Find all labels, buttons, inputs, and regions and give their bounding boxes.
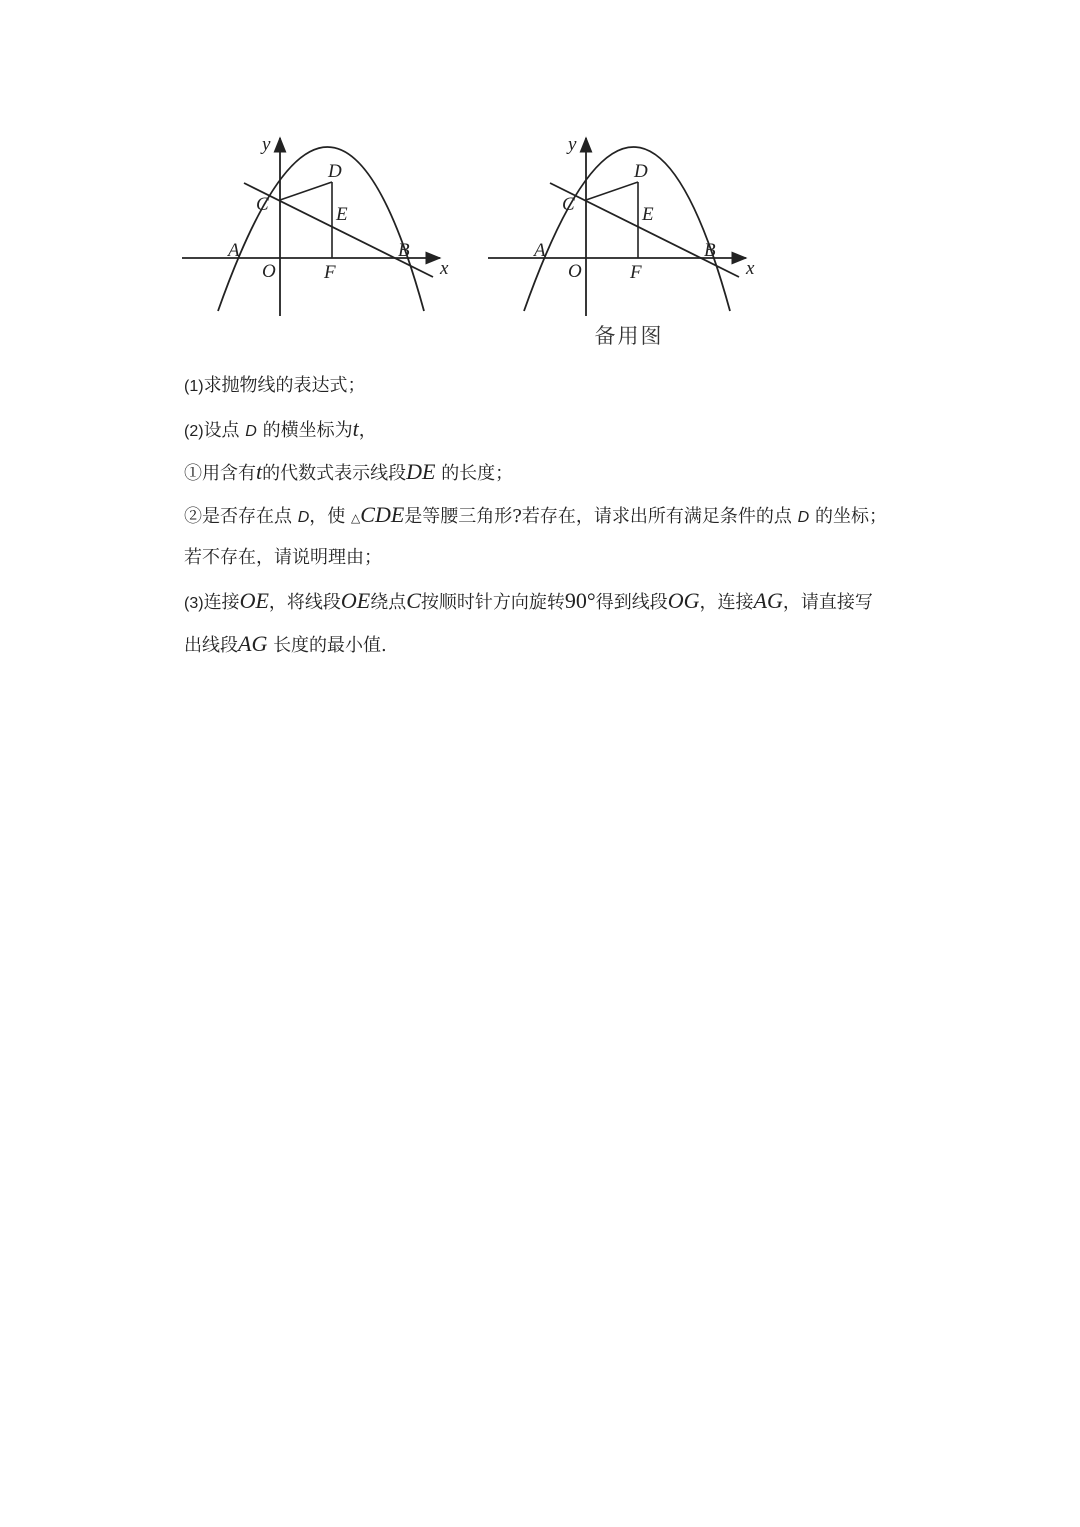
question-text: ，将线段 bbox=[268, 592, 341, 613]
question-text: 连接 bbox=[203, 592, 240, 613]
question-text: ，请直接写 bbox=[782, 592, 873, 613]
parabola-curve bbox=[524, 147, 730, 311]
question-3 bbox=[184, 579, 924, 622]
question-text: 长度的最小值. bbox=[273, 635, 387, 656]
triangle-symbol: △ bbox=[351, 511, 361, 525]
angle-90: 90° bbox=[564, 588, 596, 613]
label-a: A bbox=[228, 240, 240, 261]
question-text: ，连接 bbox=[699, 592, 754, 613]
label-y: y bbox=[568, 134, 577, 155]
segment-cd bbox=[280, 182, 332, 200]
label-o: O bbox=[262, 261, 276, 282]
question-text: 求抛物线的表达式； bbox=[203, 375, 366, 396]
question-text: 按顺时针方向旋转 bbox=[420, 592, 565, 613]
question-text: 绕点 bbox=[370, 592, 407, 613]
parabola-curve bbox=[218, 147, 424, 311]
variable-t: t bbox=[256, 459, 263, 484]
label-c: C bbox=[256, 194, 269, 215]
figure-backup bbox=[484, 128, 774, 358]
label-d: D bbox=[634, 161, 648, 182]
question-3-cont bbox=[184, 622, 924, 665]
question-number: (2) bbox=[184, 423, 204, 440]
figures-row bbox=[178, 128, 778, 358]
label-o: O bbox=[568, 261, 582, 282]
question-text: 是否存在点 bbox=[202, 506, 292, 527]
label-c: C bbox=[562, 194, 575, 215]
question-text: 设点 bbox=[203, 420, 240, 441]
variable-t: t bbox=[352, 416, 359, 441]
question-text: ，使 bbox=[309, 506, 346, 527]
label-b: B bbox=[704, 240, 716, 261]
subquestion-marker: ① bbox=[184, 463, 202, 484]
question-text: 的长度； bbox=[441, 463, 514, 484]
question-text: 用含有 bbox=[202, 463, 256, 484]
question-1 bbox=[184, 364, 924, 407]
question-2 bbox=[184, 407, 924, 450]
point-d: D bbox=[245, 423, 257, 440]
label-f: F bbox=[630, 262, 642, 283]
question-number: (3) bbox=[184, 595, 204, 612]
question-text: 得到线段 bbox=[595, 592, 668, 613]
subquestion-marker: ② bbox=[184, 506, 202, 527]
point-c: C bbox=[406, 588, 421, 613]
segment-oe: OE bbox=[340, 588, 371, 613]
question-text: 的代数式表示线段 bbox=[262, 463, 407, 484]
segment-ag: AG bbox=[238, 631, 268, 656]
question-2-2 bbox=[184, 493, 924, 536]
question-2-1 bbox=[184, 450, 924, 493]
label-d: D bbox=[328, 161, 342, 182]
segment-oe: OE bbox=[239, 588, 269, 613]
point-d: D bbox=[297, 509, 310, 526]
segment-de: DE bbox=[406, 459, 436, 484]
graph-svg-backup bbox=[484, 128, 774, 328]
graph-svg-main bbox=[178, 128, 468, 328]
figure-main bbox=[178, 128, 468, 358]
segment-ag: AG bbox=[753, 588, 783, 613]
question-2-2-cont bbox=[184, 536, 924, 579]
label-f: F bbox=[324, 262, 336, 283]
label-e: E bbox=[336, 204, 348, 225]
question-text: ， bbox=[358, 420, 377, 441]
point-d: D bbox=[797, 509, 810, 526]
label-x: x bbox=[746, 258, 755, 279]
question-text: 的横坐标为 bbox=[262, 420, 353, 441]
label-e: E bbox=[642, 204, 654, 225]
segment-cd bbox=[586, 182, 638, 200]
label-y: y bbox=[262, 134, 271, 155]
question-number: (1) bbox=[184, 378, 204, 395]
segment-og: OG bbox=[667, 588, 700, 613]
question-text: 是等腰三角形?若存在，请求出所有满足条件的点 bbox=[404, 506, 792, 527]
question-text: 的坐标； bbox=[814, 506, 887, 527]
triangle-cde: CDE bbox=[360, 502, 405, 527]
label-x: x bbox=[440, 258, 449, 279]
question-text: 若不存在，请说明理由； bbox=[184, 547, 382, 568]
problem-text bbox=[184, 364, 924, 665]
backup-figure-caption: 备用图 bbox=[594, 324, 664, 348]
question-text: 出线段 bbox=[184, 635, 238, 656]
label-b: B bbox=[398, 240, 410, 261]
label-a: A bbox=[534, 240, 546, 261]
